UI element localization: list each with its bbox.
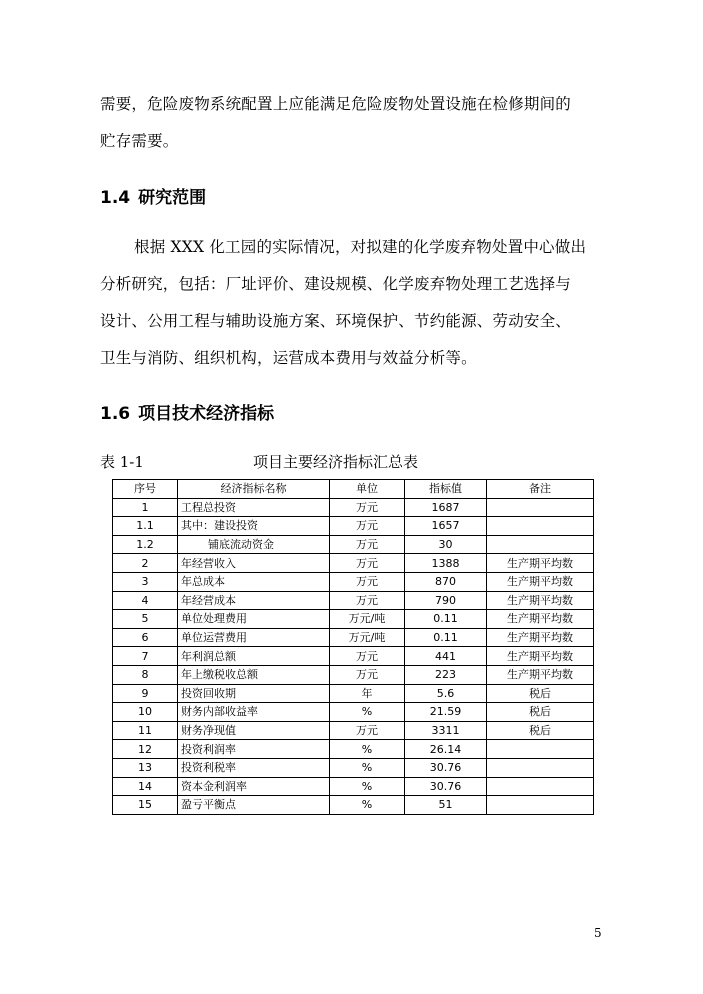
table-cell: 年经营收入: [178, 554, 330, 573]
table-cell: 万元: [330, 517, 405, 536]
table-row: [113, 721, 594, 740]
table-row: [113, 535, 594, 554]
table-cell: 生产期平均数: [487, 572, 594, 591]
table-cell: 年总成本: [178, 572, 330, 591]
table-cell: 26.14: [405, 740, 487, 759]
table-cell: 万元/吨: [330, 628, 405, 647]
table-cell: 0.11: [405, 628, 487, 647]
table-row: [113, 517, 594, 536]
table-cell: 1.2: [113, 535, 178, 554]
section-title: 项目技术经济指标: [138, 404, 275, 424]
table-cell: 11: [113, 721, 178, 740]
table-cell: 30: [405, 535, 487, 554]
table-cell: 税后: [487, 684, 594, 703]
body-text-line: 设计、公用工程与辅助设施方案、环境保护、节约能源、劳动安全、: [100, 312, 572, 330]
table-cell: 万元: [330, 647, 405, 666]
table-cell: [487, 498, 594, 517]
page-number: 5: [594, 926, 602, 940]
table-cell: 14: [113, 777, 178, 796]
body-text-line: 贮存需要。: [100, 132, 179, 150]
section-number: 1.4: [100, 188, 131, 208]
table-cell: 30.76: [405, 777, 487, 796]
table-cell: %: [330, 777, 405, 796]
table-header-row: [113, 480, 594, 499]
table-cell: 税后: [487, 721, 594, 740]
table-cell: 投资利润率: [178, 740, 330, 759]
table-row: [113, 777, 594, 796]
table-cell: 万元: [330, 572, 405, 591]
table-cell: 1657: [405, 517, 487, 536]
table-cell: 生产期平均数: [487, 647, 594, 666]
table-cell: 0.11: [405, 610, 487, 629]
section-heading-1-4: [100, 183, 206, 208]
table-cell: 万元: [330, 591, 405, 610]
table-cell: 生产期平均数: [487, 610, 594, 629]
table-cell: 投资回收期: [178, 684, 330, 703]
table-row: [113, 554, 594, 573]
table-cell: 30.76: [405, 758, 487, 777]
table-cell: 21.59: [405, 703, 487, 722]
table-cell: 财务净现值: [178, 721, 330, 740]
column-header: 备注: [487, 480, 594, 499]
table-cell: 资本金利润率: [178, 777, 330, 796]
table-cell: 工程总投资: [178, 498, 330, 517]
table-row: [113, 647, 594, 666]
table-row: [113, 758, 594, 777]
table-cell: 单位运营费用: [178, 628, 330, 647]
table-row: [113, 796, 594, 815]
table-title: 项目主要经济指标汇总表: [253, 453, 419, 471]
table-cell: 万元: [330, 665, 405, 684]
column-header: 单位: [330, 480, 405, 499]
table-cell: 税后: [487, 703, 594, 722]
table-row: [113, 684, 594, 703]
table-cell: 生产期平均数: [487, 628, 594, 647]
table-cell: 生产期平均数: [487, 665, 594, 684]
section-title: 研究范围: [138, 188, 207, 208]
table-cell: 223: [405, 665, 487, 684]
table-cell: %: [330, 796, 405, 815]
table-cell: [487, 796, 594, 815]
table-cell: 1: [113, 498, 178, 517]
table-cell: 870: [405, 572, 487, 591]
table-cell: 9: [113, 684, 178, 703]
table-cell: 其中：建设投资: [178, 517, 330, 536]
table-cell: 财务内部收益率: [178, 703, 330, 722]
table-cell: 12: [113, 740, 178, 759]
body-text-line: 需要，危险废物系统配置上应能满足危险废物处置设施在检修期间的: [100, 95, 572, 113]
table-cell: %: [330, 703, 405, 722]
table-cell: 5.6: [405, 684, 487, 703]
table-cell: 1388: [405, 554, 487, 573]
body-text-line: 卫生与消防、组织机构，运营成本费用与效益分析等。: [100, 349, 477, 367]
section-number: 1.6: [100, 404, 131, 424]
table-cell: 3: [113, 572, 178, 591]
table-cell: 4: [113, 591, 178, 610]
body-text-line: 分析研究，包括：厂址评价、建设规模、化学废弃物处理工艺选择与: [100, 275, 572, 293]
table-cell: [487, 535, 594, 554]
table-row: [113, 610, 594, 629]
table-cell: 8: [113, 665, 178, 684]
column-header: 经济指标名称: [178, 480, 330, 499]
table-cell: 盈亏平衡点: [178, 796, 330, 815]
table-cell: 年经营成本: [178, 591, 330, 610]
table-cell: 15: [113, 796, 178, 815]
table-cell: 年上缴税收总额: [178, 665, 330, 684]
column-header: 序号: [113, 480, 178, 499]
table-cell: 万元: [330, 535, 405, 554]
table-row: [113, 591, 594, 610]
table-cell: 10: [113, 703, 178, 722]
table-row: [113, 740, 594, 759]
column-header: 指标值: [405, 480, 487, 499]
table-cell: 5: [113, 610, 178, 629]
table-cell: 年利润总额: [178, 647, 330, 666]
table-cell: 13: [113, 758, 178, 777]
table-cell: 51: [405, 796, 487, 815]
table-cell: 1.1: [113, 517, 178, 536]
table-cell: %: [330, 740, 405, 759]
table-cell: 万元: [330, 498, 405, 517]
table-cell: 单位处理费用: [178, 610, 330, 629]
table-cell: 生产期平均数: [487, 554, 594, 573]
table-cell: 6: [113, 628, 178, 647]
table-cell: %: [330, 758, 405, 777]
table-cell: 万元: [330, 554, 405, 573]
table-cell: [487, 740, 594, 759]
table-row: [113, 628, 594, 647]
table-cell: 万元/吨: [330, 610, 405, 629]
table-cell: 1687: [405, 498, 487, 517]
table-row: [113, 665, 594, 684]
table-cell: [487, 758, 594, 777]
table-cell: 万元: [330, 721, 405, 740]
table-cell: 3311: [405, 721, 487, 740]
table-cell: 投资利税率: [178, 758, 330, 777]
body-text-line: 根据 XXX 化工园的实际情况，对拟建的化学废弃物处置中心做出: [134, 238, 587, 256]
table-cell: 生产期平均数: [487, 591, 594, 610]
table-cell: 年: [330, 684, 405, 703]
table-cell: 铺底流动资金: [178, 535, 330, 554]
section-heading-1-6: [100, 399, 274, 424]
table-row: [113, 703, 594, 722]
table-cell: [487, 777, 594, 796]
table-cell: 441: [405, 647, 487, 666]
economic-indicators-table: [112, 479, 594, 815]
table-label: 表 1-1: [100, 453, 144, 471]
table-cell: 790: [405, 591, 487, 610]
table-cell: [487, 517, 594, 536]
table-cell: 7: [113, 647, 178, 666]
table-row: [113, 498, 594, 517]
table-row: [113, 572, 594, 591]
table-cell: 2: [113, 554, 178, 573]
